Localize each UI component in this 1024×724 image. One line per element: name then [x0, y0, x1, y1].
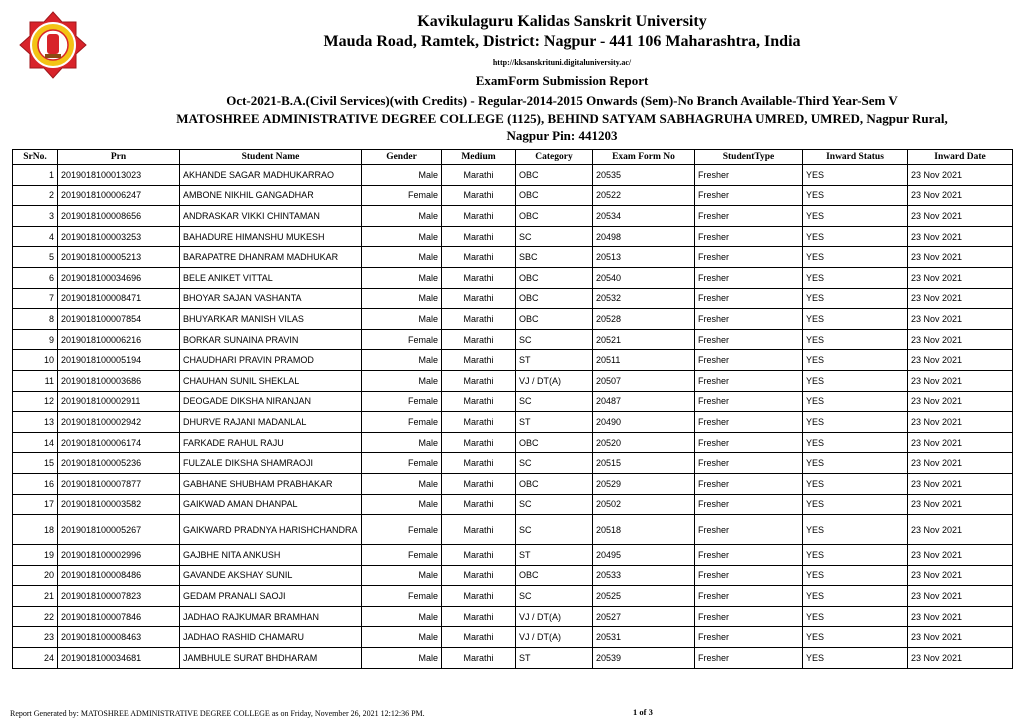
inward-status-cell: YES — [803, 350, 908, 371]
student-name-cell: ANDRASKAR VIKKI CHINTAMAN — [180, 206, 362, 227]
medium-cell: Marathi — [442, 226, 516, 247]
sr-no-cell: 3 — [13, 206, 58, 227]
university-address: Mauda Road, Ramtek, District: Nagpur - 441 106 Maharashtra, India — [323, 33, 801, 50]
student-name-cell: DHURVE RAJANI MADANLAL — [180, 412, 362, 433]
inward-date-cell: 23 Nov 2021 — [908, 606, 1013, 627]
gender-cell: Female — [362, 185, 442, 206]
column-header: Medium — [442, 150, 516, 165]
column-header: Student Name — [180, 150, 362, 165]
medium-cell: Marathi — [442, 267, 516, 288]
table-row — [13, 206, 1013, 227]
report-title: ExamForm Submission Report — [475, 73, 649, 88]
table-row — [13, 453, 1013, 474]
gender-cell: Female — [362, 453, 442, 474]
table-header-row — [13, 150, 1013, 165]
inward-date-cell: 23 Nov 2021 — [908, 309, 1013, 330]
category-cell: SC — [516, 586, 593, 607]
inward-status-cell: YES — [803, 309, 908, 330]
student-name-cell: DEOGADE DIKSHA NIRANJAN — [180, 391, 362, 412]
exam-form-no-cell: 20540 — [593, 267, 695, 288]
medium-cell: Marathi — [442, 432, 516, 453]
gender-cell: Male — [362, 473, 442, 494]
student-type-cell: Fresher — [695, 391, 803, 412]
student-type-cell: Fresher — [695, 206, 803, 227]
table-row — [13, 391, 1013, 412]
exam-form-no-cell: 20498 — [593, 226, 695, 247]
exam-form-no-cell: 20522 — [593, 185, 695, 206]
exam-form-no-cell: 20511 — [593, 350, 695, 371]
inward-status-cell: YES — [803, 247, 908, 268]
inward-date-cell: 23 Nov 2021 — [908, 226, 1013, 247]
inward-date-cell: 23 Nov 2021 — [908, 453, 1013, 474]
student-type-cell: Fresher — [695, 627, 803, 648]
student-name-cell: GAIKWAD AMAN DHANPAL — [180, 494, 362, 515]
inward-date-cell: 23 Nov 2021 — [908, 329, 1013, 350]
gender-cell: Male — [362, 226, 442, 247]
inward-date-cell: 23 Nov 2021 — [908, 370, 1013, 391]
student-type-cell: Fresher — [695, 606, 803, 627]
sr-no-cell: 6 — [13, 267, 58, 288]
inward-status-cell: YES — [803, 288, 908, 309]
category-cell: SC — [516, 391, 593, 412]
table-row — [13, 606, 1013, 627]
category-cell: OBC — [516, 309, 593, 330]
gender-cell: Male — [362, 627, 442, 648]
category-cell: OBC — [516, 185, 593, 206]
college-pin: Nagpur Pin: 441203 — [506, 128, 618, 143]
inward-status-cell: YES — [803, 494, 908, 515]
category-cell: VJ / DT(A) — [516, 370, 593, 391]
student-type-cell: Fresher — [695, 329, 803, 350]
inward-status-cell: YES — [803, 545, 908, 566]
exam-form-no-cell: 20513 — [593, 247, 695, 268]
inward-date-cell: 23 Nov 2021 — [908, 515, 1013, 545]
prn-cell: 2019018100007823 — [58, 586, 180, 607]
gender-cell: Male — [362, 494, 442, 515]
inward-date-cell: 23 Nov 2021 — [908, 627, 1013, 648]
column-header: Category — [516, 150, 593, 165]
college-name: MATOSHREE ADMINISTRATIVE DEGREE COLLEGE (1125), BEHIND SATYAM SABHAGRUHA UMRED, UMRED, Nagpur Rural, — [176, 111, 948, 126]
student-type-cell: Fresher — [695, 453, 803, 474]
prn-cell: 2019018100006216 — [58, 329, 180, 350]
table-row — [13, 545, 1013, 566]
student-type-cell: Fresher — [695, 432, 803, 453]
student-type-cell: Fresher — [695, 165, 803, 186]
student-name-cell: BHUYARKAR MANISH VILAS — [180, 309, 362, 330]
category-cell: OBC — [516, 473, 593, 494]
student-name-cell: BORKAR SUNAINA PRAVIN — [180, 329, 362, 350]
report-header — [0, 12, 1024, 144]
medium-cell: Marathi — [442, 565, 516, 586]
prn-cell: 2019018100008471 — [58, 288, 180, 309]
medium-cell: Marathi — [442, 586, 516, 607]
exam-form-no-cell: 20525 — [593, 586, 695, 607]
sr-no-cell: 16 — [13, 473, 58, 494]
report-generated-note: Report Generated by: MATOSHREE ADMINISTRATIVE DEGREE COLLEGE as on Friday, November 26, 2021 12:12:36 PM. — [10, 709, 425, 718]
medium-cell: Marathi — [442, 606, 516, 627]
sr-no-cell: 1 — [13, 165, 58, 186]
student-name-cell: AMBONE NIKHIL GANGADHAR — [180, 185, 362, 206]
student-name-cell: BELE ANIKET VITTAL — [180, 267, 362, 288]
gender-cell: Male — [362, 247, 442, 268]
table-row — [13, 226, 1013, 247]
student-type-cell: Fresher — [695, 473, 803, 494]
medium-cell: Marathi — [442, 288, 516, 309]
student-type-cell: Fresher — [695, 309, 803, 330]
category-cell: ST — [516, 412, 593, 433]
submission-table — [12, 149, 1013, 669]
student-type-cell: Fresher — [695, 247, 803, 268]
inward-date-cell: 23 Nov 2021 — [908, 473, 1013, 494]
university-url: http://kksanskrituni.digitaluniversity.ac/ — [492, 58, 632, 67]
category-cell: ST — [516, 648, 593, 669]
medium-cell: Marathi — [442, 370, 516, 391]
inward-status-cell: YES — [803, 370, 908, 391]
gender-cell: Female — [362, 391, 442, 412]
exam-form-no-cell: 20490 — [593, 412, 695, 433]
student-name-cell: AKHANDE SAGAR MADHUKARRAO — [180, 165, 362, 186]
category-cell: SC — [516, 226, 593, 247]
student-name-cell: JADHAO RASHID CHAMARU — [180, 627, 362, 648]
inward-status-cell: YES — [803, 565, 908, 586]
prn-cell: 2019018100002996 — [58, 545, 180, 566]
exam-form-no-cell: 20532 — [593, 288, 695, 309]
exam-form-no-cell: 20495 — [593, 545, 695, 566]
inward-date-cell: 23 Nov 2021 — [908, 494, 1013, 515]
sr-no-cell: 17 — [13, 494, 58, 515]
medium-cell: Marathi — [442, 473, 516, 494]
student-name-cell: CHAUDHARI PRAVIN PRAMOD — [180, 350, 362, 371]
category-cell: OBC — [516, 288, 593, 309]
prn-cell: 2019018100003253 — [58, 226, 180, 247]
university-name: Kavikulaguru Kalidas Sanskrit University — [417, 13, 707, 30]
prn-cell: 2019018100002911 — [58, 391, 180, 412]
table-row — [13, 586, 1013, 607]
sr-no-cell: 11 — [13, 370, 58, 391]
category-cell: OBC — [516, 206, 593, 227]
medium-cell: Marathi — [442, 206, 516, 227]
prn-cell: 2019018100013023 — [58, 165, 180, 186]
table-row — [13, 565, 1013, 586]
medium-cell: Marathi — [442, 453, 516, 474]
category-cell: ST — [516, 350, 593, 371]
inward-date-cell: 23 Nov 2021 — [908, 288, 1013, 309]
prn-cell: 2019018100005267 — [58, 515, 180, 545]
exam-form-no-cell: 20527 — [593, 606, 695, 627]
exam-form-no-cell: 20507 — [593, 370, 695, 391]
gender-cell: Male — [362, 648, 442, 669]
sr-no-cell: 7 — [13, 288, 58, 309]
sr-no-cell: 4 — [13, 226, 58, 247]
inward-date-cell: 23 Nov 2021 — [908, 165, 1013, 186]
category-cell: SC — [516, 453, 593, 474]
student-type-cell: Fresher — [695, 350, 803, 371]
student-name-cell: CHAUHAN SUNIL SHEKLAL — [180, 370, 362, 391]
column-header: Gender — [362, 150, 442, 165]
student-type-cell: Fresher — [695, 545, 803, 566]
gender-cell: Male — [362, 350, 442, 371]
exam-form-no-cell: 20539 — [593, 648, 695, 669]
table-row — [13, 309, 1013, 330]
prn-cell: 2019018100006247 — [58, 185, 180, 206]
student-name-cell: GAJBHE NITA ANKUSH — [180, 545, 362, 566]
student-type-cell: Fresher — [695, 648, 803, 669]
table-row — [13, 350, 1013, 371]
gender-cell: Male — [362, 309, 442, 330]
table-row — [13, 473, 1013, 494]
exam-form-no-cell: 20529 — [593, 473, 695, 494]
prn-cell: 2019018100005213 — [58, 247, 180, 268]
prn-cell: 2019018100034681 — [58, 648, 180, 669]
inward-status-cell: YES — [803, 627, 908, 648]
sr-no-cell: 15 — [13, 453, 58, 474]
table-row — [13, 329, 1013, 350]
prn-cell: 2019018100034696 — [58, 267, 180, 288]
gender-cell: Male — [362, 206, 442, 227]
student-type-cell: Fresher — [695, 267, 803, 288]
table-row — [13, 267, 1013, 288]
category-cell: SC — [516, 515, 593, 545]
gender-cell: Female — [362, 586, 442, 607]
prn-cell: 2019018100007877 — [58, 473, 180, 494]
table-row — [13, 515, 1013, 545]
prn-cell: 2019018100008656 — [58, 206, 180, 227]
inward-date-cell: 23 Nov 2021 — [908, 432, 1013, 453]
inward-status-cell: YES — [803, 165, 908, 186]
student-name-cell: GABHANE SHUBHAM PRABHAKAR — [180, 473, 362, 494]
category-cell: SBC — [516, 247, 593, 268]
student-name-cell: BAHADURE HIMANSHU MUKESH — [180, 226, 362, 247]
gender-cell: Male — [362, 267, 442, 288]
medium-cell: Marathi — [442, 494, 516, 515]
gender-cell: Female — [362, 412, 442, 433]
gender-cell: Female — [362, 515, 442, 545]
prn-cell: 2019018100002942 — [58, 412, 180, 433]
inward-status-cell: YES — [803, 432, 908, 453]
medium-cell: Marathi — [442, 185, 516, 206]
inward-date-cell: 23 Nov 2021 — [908, 545, 1013, 566]
student-type-cell: Fresher — [695, 185, 803, 206]
medium-cell: Marathi — [442, 165, 516, 186]
medium-cell: Marathi — [442, 627, 516, 648]
inward-status-cell: YES — [803, 329, 908, 350]
table-row — [13, 494, 1013, 515]
exam-form-no-cell: 20520 — [593, 432, 695, 453]
inward-status-cell: YES — [803, 473, 908, 494]
inward-status-cell: YES — [803, 586, 908, 607]
inward-status-cell: YES — [803, 648, 908, 669]
medium-cell: Marathi — [442, 329, 516, 350]
table-row — [13, 165, 1013, 186]
exam-form-no-cell: 20521 — [593, 329, 695, 350]
inward-date-cell: 23 Nov 2021 — [908, 247, 1013, 268]
exam-form-no-cell: 20518 — [593, 515, 695, 545]
sr-no-cell: 9 — [13, 329, 58, 350]
category-cell: VJ / DT(A) — [516, 606, 593, 627]
inward-status-cell: YES — [803, 206, 908, 227]
student-name-cell: JADHAO RAJKUMAR BRAMHAN — [180, 606, 362, 627]
gender-cell: Male — [362, 370, 442, 391]
inward-date-cell: 23 Nov 2021 — [908, 185, 1013, 206]
student-type-cell: Fresher — [695, 370, 803, 391]
prn-cell: 2019018100008463 — [58, 627, 180, 648]
inward-date-cell: 23 Nov 2021 — [908, 565, 1013, 586]
medium-cell: Marathi — [442, 309, 516, 330]
exam-form-no-cell: 20487 — [593, 391, 695, 412]
exam-form-no-cell: 20535 — [593, 165, 695, 186]
page-indicator: 1 of 3 — [633, 707, 653, 717]
exam-form-no-cell: 20502 — [593, 494, 695, 515]
sr-no-cell: 13 — [13, 412, 58, 433]
medium-cell: Marathi — [442, 412, 516, 433]
sr-no-cell: 20 — [13, 565, 58, 586]
column-header: Inward Status — [803, 150, 908, 165]
inward-date-cell: 23 Nov 2021 — [908, 412, 1013, 433]
sr-no-cell: 24 — [13, 648, 58, 669]
table-row — [13, 288, 1013, 309]
column-header: SrNo. — [13, 150, 58, 165]
category-cell: VJ / DT(A) — [516, 627, 593, 648]
gender-cell: Female — [362, 545, 442, 566]
sr-no-cell: 23 — [13, 627, 58, 648]
table-row — [13, 412, 1013, 433]
medium-cell: Marathi — [442, 648, 516, 669]
inward-status-cell: YES — [803, 606, 908, 627]
gender-cell: Male — [362, 432, 442, 453]
table-row — [13, 370, 1013, 391]
student-type-cell: Fresher — [695, 515, 803, 545]
student-name-cell: JAMBHULE SURAT BHDHARAM — [180, 648, 362, 669]
table-row — [13, 247, 1013, 268]
sr-no-cell: 14 — [13, 432, 58, 453]
column-header: Prn — [58, 150, 180, 165]
category-cell: OBC — [516, 267, 593, 288]
prn-cell: 2019018100008486 — [58, 565, 180, 586]
student-type-cell: Fresher — [695, 226, 803, 247]
gender-cell: Male — [362, 606, 442, 627]
medium-cell: Marathi — [442, 545, 516, 566]
student-type-cell: Fresher — [695, 288, 803, 309]
gender-cell: Male — [362, 165, 442, 186]
table-body — [13, 165, 1013, 669]
student-name-cell: FARKADE RAHUL RAJU — [180, 432, 362, 453]
category-cell: SC — [516, 494, 593, 515]
sr-no-cell: 10 — [13, 350, 58, 371]
student-type-cell: Fresher — [695, 494, 803, 515]
table-row — [13, 627, 1013, 648]
medium-cell: Marathi — [442, 247, 516, 268]
table-row — [13, 648, 1013, 669]
sr-no-cell: 2 — [13, 185, 58, 206]
medium-cell: Marathi — [442, 515, 516, 545]
inward-date-cell: 23 Nov 2021 — [908, 391, 1013, 412]
prn-cell: 2019018100006174 — [58, 432, 180, 453]
inward-status-cell: YES — [803, 267, 908, 288]
student-name-cell: BHOYAR SAJAN VASHANTA — [180, 288, 362, 309]
gender-cell: Female — [362, 329, 442, 350]
medium-cell: Marathi — [442, 391, 516, 412]
sr-no-cell: 21 — [13, 586, 58, 607]
inward-date-cell: 23 Nov 2021 — [908, 648, 1013, 669]
prn-cell: 2019018100005194 — [58, 350, 180, 371]
exam-form-no-cell: 20515 — [593, 453, 695, 474]
course-title: Oct-2021-B.A.(Civil Services)(with Credits) - Regular-2014-2015 Onwards (Sem)-No Branch Available-Third Year-Sem V — [226, 93, 898, 108]
student-name-cell: BARAPATRE DHANRAM MADHUKAR — [180, 247, 362, 268]
sr-no-cell: 12 — [13, 391, 58, 412]
inward-status-cell: YES — [803, 453, 908, 474]
column-header: StudentType — [695, 150, 803, 165]
sr-no-cell: 19 — [13, 545, 58, 566]
exam-form-no-cell: 20531 — [593, 627, 695, 648]
inward-status-cell: YES — [803, 412, 908, 433]
inward-status-cell: YES — [803, 226, 908, 247]
sr-no-cell: 22 — [13, 606, 58, 627]
inward-status-cell: YES — [803, 515, 908, 545]
exam-form-no-cell: 20534 — [593, 206, 695, 227]
category-cell: ST — [516, 545, 593, 566]
table-row — [13, 185, 1013, 206]
prn-cell: 2019018100003686 — [58, 370, 180, 391]
sr-no-cell: 18 — [13, 515, 58, 545]
student-name-cell: GAIKWARD PRADNYA HARISHCHANDRA — [180, 515, 362, 545]
inward-status-cell: YES — [803, 185, 908, 206]
exam-form-no-cell: 20533 — [593, 565, 695, 586]
exam-form-no-cell: 20528 — [593, 309, 695, 330]
category-cell: OBC — [516, 165, 593, 186]
gender-cell: Male — [362, 288, 442, 309]
prn-cell: 2019018100007854 — [58, 309, 180, 330]
column-header: Exam Form No — [593, 150, 695, 165]
inward-status-cell: YES — [803, 391, 908, 412]
student-name-cell: GAVANDE AKSHAY SUNIL — [180, 565, 362, 586]
prn-cell: 2019018100003582 — [58, 494, 180, 515]
category-cell: SC — [516, 329, 593, 350]
column-header: Inward Date — [908, 150, 1013, 165]
student-name-cell: FULZALE DIKSHA SHAMRAOJI — [180, 453, 362, 474]
prn-cell: 2019018100007846 — [58, 606, 180, 627]
sr-no-cell: 5 — [13, 247, 58, 268]
prn-cell: 2019018100005236 — [58, 453, 180, 474]
category-cell: OBC — [516, 565, 593, 586]
inward-date-cell: 23 Nov 2021 — [908, 350, 1013, 371]
student-type-cell: Fresher — [695, 412, 803, 433]
student-type-cell: Fresher — [695, 586, 803, 607]
student-name-cell: GEDAM PRANALI SAOJI — [180, 586, 362, 607]
table-row — [13, 432, 1013, 453]
gender-cell: Male — [362, 565, 442, 586]
inward-date-cell: 23 Nov 2021 — [908, 206, 1013, 227]
student-type-cell: Fresher — [695, 565, 803, 586]
sr-no-cell: 8 — [13, 309, 58, 330]
medium-cell: Marathi — [442, 350, 516, 371]
inward-date-cell: 23 Nov 2021 — [908, 586, 1013, 607]
category-cell: OBC — [516, 432, 593, 453]
inward-date-cell: 23 Nov 2021 — [908, 267, 1013, 288]
